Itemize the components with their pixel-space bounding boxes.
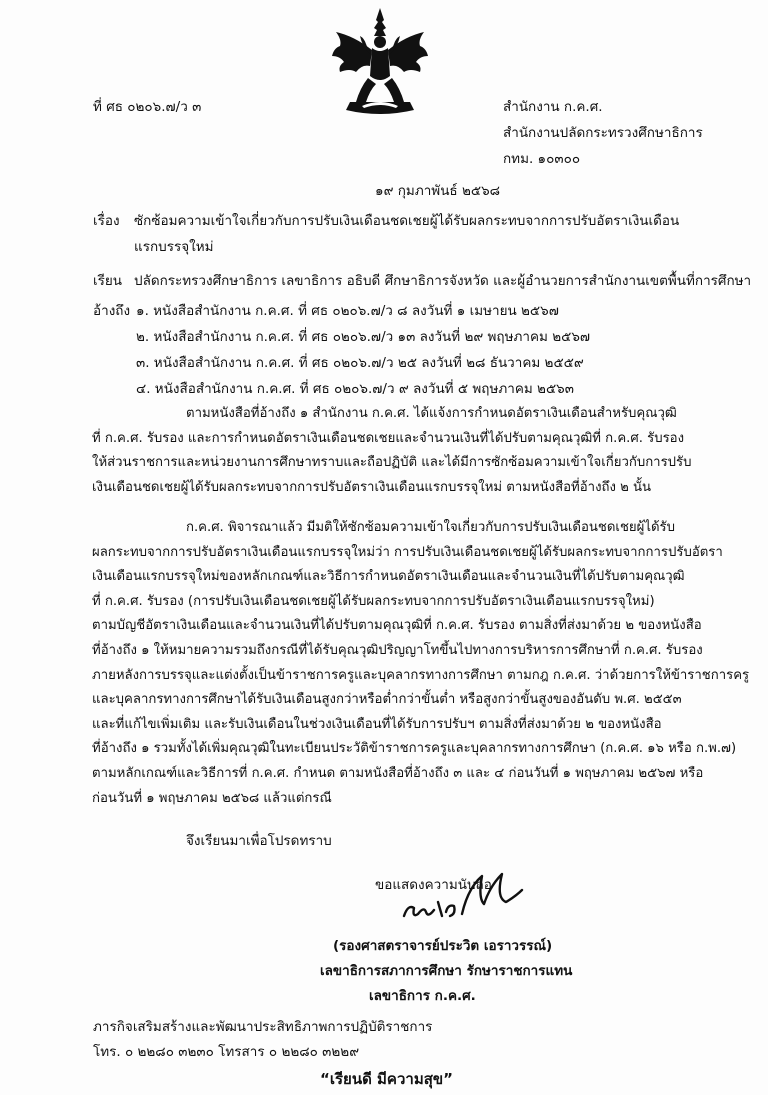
paragraph-line: ที่อ้างถึง ๑ รวมทั้งได้เพิ่มคุณวุฒิในทะเบียนประวัติข้าราชการครูและบุคลากรทางการศึกษา (ก.ค.ศ. ๑๖ หรือ ก.พ.๗) <box>92 741 737 757</box>
paragraph-line: เงินเดือนแรกบรรจุใหม่ของหลักเกณฑ์และวิธีการกำหนดอัตราเงินเดือนและจำนวนเงินที่ได้ปรับตามคุณวุฒิ <box>92 569 685 585</box>
subject-line-1: ซักซ้อมความเข้าใจเกี่ยวกับการปรับเงินเดือนชดเชยผู้ได้รับผลกระทบจากการปรับอัตราเงินเดือน <box>134 213 680 229</box>
paragraph-line: ผลกระทบจากการปรับอัตราเงินเดือนแรกบรรจุใหม่ว่า การปรับเงินเดือนชดเชยผู้ได้รับผลกระทบจากการปรับอัตรา <box>92 544 723 560</box>
reference-item: ๒. หนังสือสำนักงาน ก.ค.ศ. ที่ ศธ ๐๒๐๖.๗/ว ๑๓ ลงวันที่ ๒๙ พฤษภาคม ๒๕๖๗ <box>136 329 591 345</box>
recipient-text: ปลัดกระทรวงศึกษาธิการ เลขาธิการ อธิบดี ศึกษาธิการจังหวัด และผู้อำนวยการสำนักงานเขตพื้นที่การศึกษา <box>134 273 752 289</box>
office-line-2: สำนักงานปลัดกระทรวงศึกษาธิการ <box>503 125 703 141</box>
office-line-3: กทม. ๑๐๓๐๐ <box>503 151 581 167</box>
paragraph-line: ที่อ้างถึง ๑ ให้หมายความรวมถึงกรณีที่ได้รับคุณวุฒิปริญญาโทขึ้นไปทางการบริหารการศึกษาที่ ก.ค.ศ. รับรอง <box>92 642 703 658</box>
signatory-position-2: เลขาธิการ ก.ค.ศ. <box>369 988 476 1004</box>
document-date: ๑๙ กุมภาพันธ์ ๒๕๖๘ <box>375 183 501 199</box>
footer-department: ภารกิจเสริมสร้างและพัฒนาประสิทธิภาพการปฏิบัติราชการ <box>93 1019 433 1035</box>
reference-item: ๑. หนังสือสำนักงาน ก.ค.ศ. ที่ ศธ ๐๒๐๖.๗/ว ๘ ลงวันที่ ๑ เมษายน ๒๕๖๗ <box>136 303 559 319</box>
subject-line-2: แรกบรรจุใหม่ <box>134 239 214 255</box>
closing-request: จึงเรียนมาเพื่อโปรดทราบ <box>186 833 332 849</box>
paragraph-line: ก.ค.ศ. พิจารณาแล้ว มีมติให้ซักซ้อมความเข้าใจเกี่ยวกับการปรับเงินเดือนชดเชยผู้ได้รับ <box>186 520 675 535</box>
footer-contact: โทร. ๐ ๒๒๘๐ ๓๒๓๐ โทรสาร ๐ ๒๒๘๐ ๓๒๒๙ <box>93 1044 360 1060</box>
subject-label: เรื่อง <box>93 213 120 229</box>
paragraph-line: และบุคลากรทางการศึกษาได้รับเงินเดือนสูงกว่าหรือต่ำกว่าขั้นต่ำ หรือสูงกว่าขั้นสูงของอันดับ พ.ศ. ๒๕๕๓ <box>92 692 682 708</box>
reference-item: ๓. หนังสือสำนักงาน ก.ค.ศ. ที่ ศธ ๐๒๐๖.๗/ว ๒๕ ลงวันที่ ๒๘ ธันวาคม ๒๕๕๙ <box>136 355 584 371</box>
document-number: ที่ ศธ ๐๒๐๖.๗/ว ๓ <box>93 99 202 115</box>
references-label: อ้างถึง <box>93 303 131 319</box>
body-paragraph-2 <box>92 516 750 811</box>
footer-slogan: “เรียนดี มีความสุข” <box>320 1070 453 1088</box>
paragraph-line: ให้ส่วนราชการและหน่วยงานการศึกษาทราบและถือปฏิบัติ และได้มีการซักซ้อมความเข้าใจเกี่ยวกับการปรับ <box>92 455 692 471</box>
paragraph-line: เงินเดือนชดเชยผู้ได้รับผลกระทบจากการปรับอัตราเงินเดือนแรกบรรจุใหม่ ตามหนังสือที่อ้างถึง ๒ นั้น <box>92 479 652 495</box>
paragraph-line: ตามหนังสือที่อ้างถึง ๑ สำนักงาน ก.ค.ศ. ได้แจ้งการกำหนดอัตราเงินเดือนสำหรับคุณวุฒิ <box>186 406 677 421</box>
paragraph-line: ภายหลังการบรรจุและแต่งตั้งเป็นข้าราชการครูและบุคลากรทางการศึกษา ตามกฎ ก.ค.ศ. ว่าด้วยการให้ข้าราชการครู <box>92 667 750 683</box>
paragraph-line: ตามบัญชีอัตราเงินเดือนและจำนวนเงินที่ได้ปรับตามคุณวุฒิที่ ก.ค.ศ. รับรอง ตามสิ่งที่ส่งมาด้วย ๒ ของหนังสือ <box>92 618 702 634</box>
recipient-label: เรียน <box>93 273 123 289</box>
paragraph-line: ตามหลักเกณฑ์และวิธีการที่ ก.ค.ศ. กำหนด ตามหนังสือที่อ้างถึง ๓ และ ๔ ก่อนวันที่ ๑ พฤษภาคม ๒๕๖๗ หรือ <box>92 765 704 781</box>
closing-phrase: ขอแสดงความนับถือ <box>375 877 492 893</box>
signatory-position-1: เลขาธิการสภาการศึกษา รักษาราชการแทน <box>320 963 573 979</box>
paragraph-line: ที่ ก.ค.ศ. รับรอง (การปรับเงินเดือนชดเชยผู้ได้รับผลกระทบจากการปรับอัตราเงินเดือนแรกบรรจุใหม่) <box>92 593 655 609</box>
body-paragraph-1 <box>92 402 702 500</box>
paragraph-line: และที่แก้ไขเพิ่มเติม และรับเงินเดือนในช่วงเงินเดือนที่ได้รับการปรับฯ ตามสิ่งที่ส่งมาด้วย ๒ ของหนังสือ <box>92 716 662 732</box>
garuda-emblem <box>326 6 434 118</box>
handwritten-signature <box>398 868 528 928</box>
paragraph-line: ที่ ก.ค.ศ. รับรอง และการกำหนดอัตราเงินเดือนชดเชยและจำนวนเงินที่ได้ปรับตามคุณวุฒิที่ ก.ค.ศ. รับรอง <box>92 430 685 446</box>
signatory-name: (รองศาสตราจารย์ประวิต เอราวรรณ์) <box>333 938 553 954</box>
paragraph-line: ก่อนวันที่ ๑ พฤษภาคม ๒๕๖๘ แล้วแต่กรณี <box>92 790 332 806</box>
office-line-1: สำนักงาน ก.ค.ศ. <box>503 99 603 115</box>
reference-item: ๔. หนังสือสำนักงาน ก.ค.ศ. ที่ ศธ ๐๒๐๖.๗/ว ๙ ลงวันที่ ๕ พฤษภาคม ๒๕๖๓ <box>136 381 574 397</box>
